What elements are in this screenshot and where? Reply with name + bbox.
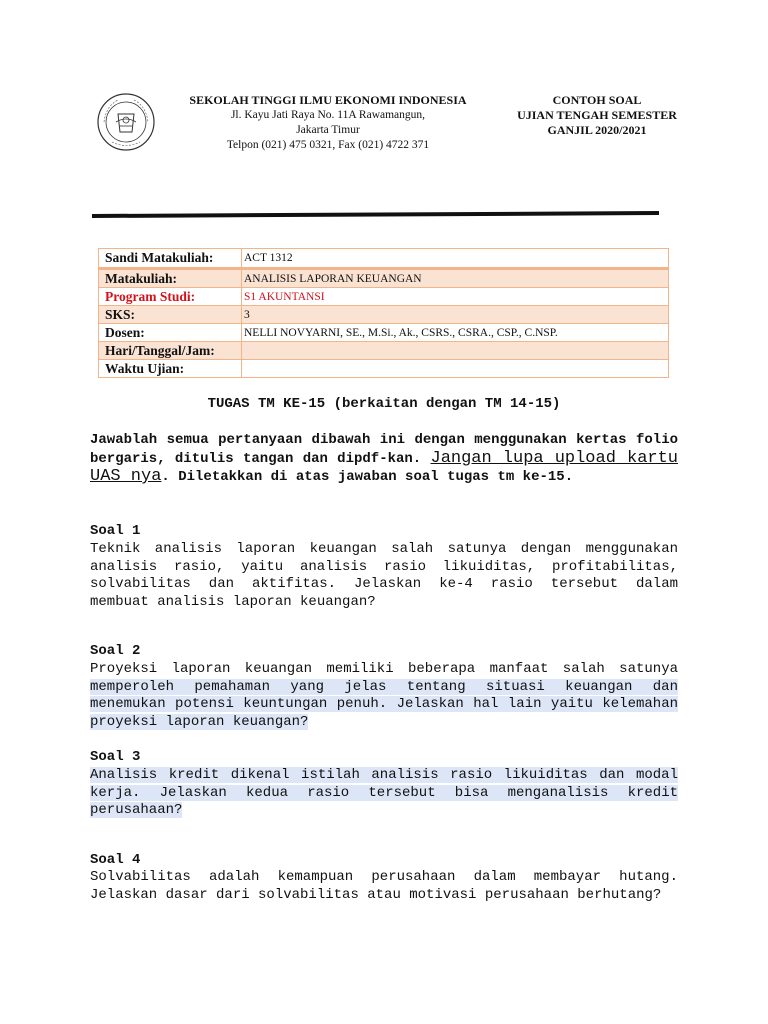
exam-line-1: CONTOH SOAL xyxy=(552,93,642,107)
question-1-heading: Soal 1 xyxy=(90,523,141,539)
exam-line-3: GANJIL 2020/2021 xyxy=(547,123,647,137)
row-label: Dosen: xyxy=(99,324,242,342)
row-label: Program Studi: xyxy=(99,288,242,306)
row-label: Hari/Tanggal/Jam: xyxy=(99,342,242,360)
row-label: Matakuliah: xyxy=(99,269,242,288)
question-2-text xyxy=(90,661,678,731)
question-3-highlight: Analisis kredit dikenal istilah analisis rasio likuiditas dan modal kerja. Jelaskan kedua rasio tersebut bisa menganalisis kredit perusahaan? xyxy=(90,767,678,818)
assignment-title: TUGAS TM KE-15 (berkaitan dengan TM 14-15) xyxy=(207,396,561,412)
table-row xyxy=(99,306,669,324)
exam-line-2: UJIAN TENGAH SEMESTER xyxy=(517,108,677,122)
institution-block xyxy=(168,93,488,153)
address-line-1: Jl. Kayu Jati Raya No. 11A Rawamangun, xyxy=(230,109,426,121)
table-row xyxy=(99,324,669,342)
course-info-table xyxy=(98,248,669,378)
address-line-2: Jakarta Timur xyxy=(296,124,360,136)
instructions xyxy=(90,432,678,487)
row-value xyxy=(242,342,669,360)
table-row xyxy=(99,269,669,288)
instruction-line-1: Jawablah semua pertanyaan dibawah ini dengan menggunakan kertas folio bergaris, ditulis tangan dan dipdf-kan. xyxy=(90,432,678,467)
question-3-text xyxy=(90,767,678,820)
row-label: Sandi Matakuliah: xyxy=(99,249,242,269)
row-label: Waktu Ujian: xyxy=(99,360,242,378)
row-value: ANALISIS LAPORAN KEUANGAN xyxy=(242,269,669,288)
question-1-text: Teknik analisis laporan keuangan salah satunya dengan menggunakan analisis rasio, yaitu analisis rasio likuiditas, profitabilitas, solvabilitas dan aktifitas. Jelaskan ke-4 rasio tersebut dalam membuat analisis laporan keuangan? xyxy=(90,541,678,610)
question-2-plain: Proyeksi laporan keuangan memiliki beberapa manfaat salah satunya xyxy=(90,661,678,677)
row-label: SKS: xyxy=(99,306,242,324)
table-row xyxy=(99,288,669,306)
row-value: S1 AKUNTANSI xyxy=(242,288,669,306)
upload-reminder: Jangan lupa upload kartu UAS nya xyxy=(90,448,678,486)
row-value: 3 xyxy=(242,306,669,324)
question-3-heading: Soal 3 xyxy=(90,749,141,765)
table-row xyxy=(99,249,669,269)
instruction-line-2: . Diletakkan di atas jawaban soal tugas tm ke-15. xyxy=(161,469,574,485)
header-divider xyxy=(92,211,659,218)
row-value xyxy=(242,360,669,378)
table-row xyxy=(99,342,669,360)
institution-name: SEKOLAH TINGGI ILMU EKONOMI INDONESIA xyxy=(189,93,467,107)
phone-line: Telpon (021) 475 0321, Fax (021) 4722 371 xyxy=(226,139,430,151)
question-2-heading: Soal 2 xyxy=(90,643,141,659)
row-value: NELLI NOVYARNI, SE., M.Si., Ak., CSRS., CSRA., CSP., C.NSP. xyxy=(242,324,669,342)
question-4-text: Solvabilitas adalah kemampuan perusahaan dalam membayar hutang. Jelaskan dasar dari solvabilitas atau motivasi perusahaan berhutang? xyxy=(90,869,678,903)
table-row xyxy=(99,360,669,378)
question-4-heading: Soal 4 xyxy=(90,852,141,868)
row-value: ACT 1312 xyxy=(242,249,669,269)
exam-block xyxy=(492,93,702,138)
seal-icon xyxy=(96,92,156,152)
question-2-highlight: memperoleh pemahaman yang jelas tentang situasi keuangan dan menemukan potensi keuntungan penuh. Jelaskan hal lain yaitu kelemahan proyeksi laporan keuangan? xyxy=(90,678,678,730)
